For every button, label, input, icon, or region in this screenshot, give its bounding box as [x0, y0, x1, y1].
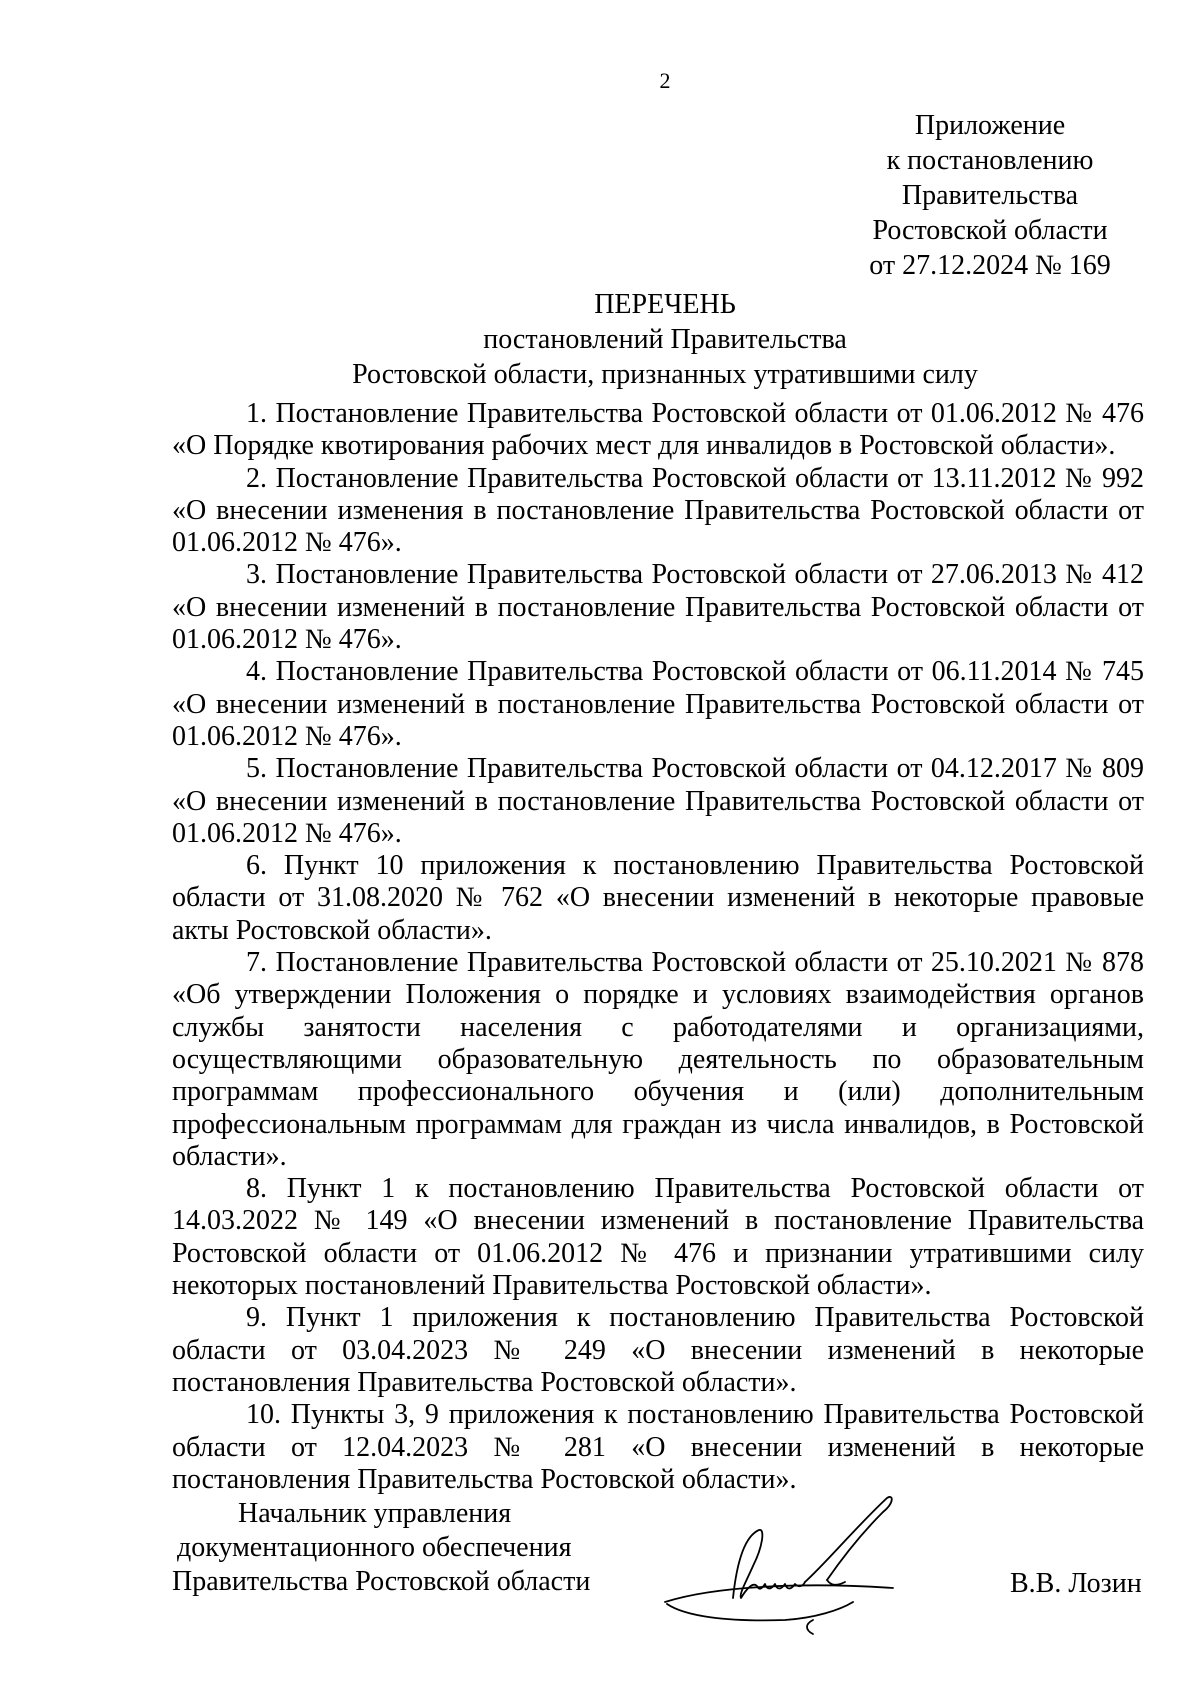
items-list	[172, 398, 1144, 1496]
signatory-line: документационного обеспечения	[177, 1532, 572, 1563]
document-title	[170, 287, 1160, 392]
appendix-line: от 27.12.2024 № 169	[869, 250, 1111, 281]
appendix-header	[840, 108, 1140, 283]
list-item: 5. Постановление Правительства Ростовской области от 04.12.2017 № 809 «О внесении изменений в постановление Правительства Ростовской области от 01.06.2012 № 476».	[172, 753, 1144, 849]
signatory-title	[172, 1497, 590, 1599]
list-item: 7. Постановление Правительства Ростовской области от 25.10.2021 № 878 «Об утверждении Положения о порядке и условиях взаимодействия органов службы занятости населения с работодателями и организациями, осуществляющими образовательную деятельность по образовательным программам профессионального обучения и (или) дополнительным профессиональным программам для граждан из числа инвалидов, в Ростовской области».	[172, 947, 1144, 1172]
list-item: 1. Постановление Правительства Ростовской области от 01.06.2012 № 476 «О Порядке квотирования рабочих мест для инвалидов в Ростовской области».	[172, 398, 1144, 462]
title-line: Ростовской области, признанных утратившими силу	[352, 359, 978, 390]
title-line: постановлений Правительства	[483, 324, 847, 355]
title-heading: ПЕРЕЧЕНЬ	[594, 289, 736, 320]
list-item: 9. Пункт 1 приложения к постановлению Правительства Ростовской области от 03.04.2023 № 249 «О внесении изменений в некоторые постановления Правительства Ростовской области».	[172, 1302, 1144, 1398]
list-item: 2. Постановление Правительства Ростовской области от 13.11.2012 № 992 «О внесении изменения в постановление Правительства Ростовской области от 01.06.2012 № 476».	[172, 462, 1144, 559]
appendix-line: Правительства	[901, 180, 1079, 211]
list-item: 4. Постановление Правительства Ростовской области от 06.11.2014 № 745 «О внесении изменений в постановление Правительства Ростовской области от 01.06.2012 № 476».	[172, 656, 1144, 752]
appendix-line: Приложение	[914, 110, 1066, 141]
list-item: 10. Пункты 3, 9 приложения к постановлению Правительства Ростовской области от 12.04.2023 № 281 «О внесении изменений в некоторые постановления Правительства Ростовской области».	[172, 1399, 1144, 1495]
signatory-line: Правительства Ростовской области	[172, 1566, 591, 1597]
list-item: 8. Пункт 1 к постановлению Правительства Ростовской области от 14.03.2022 № 149 «О внесении изменений в постановление Правительства Ростовской области от 01.06.2012 № 476 и признании утратившими силу некоторых постановлений Правительства Ростовской области».	[172, 1173, 1144, 1302]
signatory-line: Начальник управления	[238, 1498, 512, 1529]
handwritten-signature	[655, 1490, 915, 1640]
list-item: 3. Постановление Правительства Ростовской области от 27.06.2013 № 412 «О внесении изменений в постановление Правительства Ростовской области от 01.06.2012 № 476».	[172, 559, 1144, 656]
signatory-name: В.В. Лозин	[1010, 1568, 1142, 1599]
page-number: 2	[659, 68, 671, 93]
appendix-line: к постановлению	[886, 145, 1094, 176]
list-item: 6. Пункт 10 приложения к постановлению Правительства Ростовской области от 31.08.2020 № 762 «О внесении изменений в некоторые правовые акты Ростовской области».	[172, 850, 1144, 946]
appendix-line: Ростовской области	[872, 215, 1108, 246]
